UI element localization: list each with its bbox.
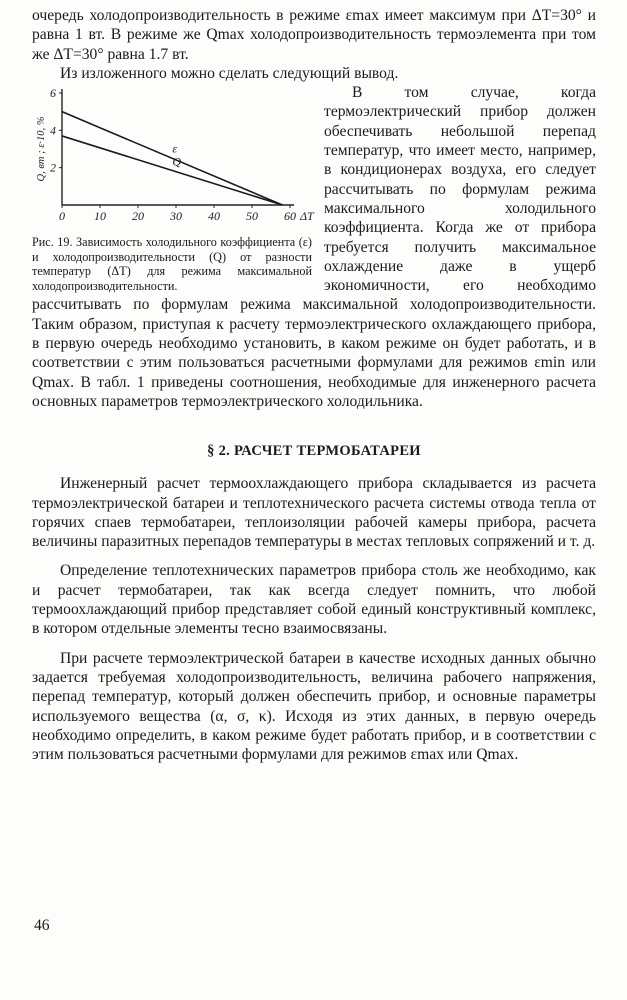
y-tick-label: 4 [50,123,56,138]
x-axis-label: ΔT [300,209,314,224]
figure-caption: Рис. 19. Зависимость холодильного коэффициента (ε) и холодопроизводительности (Q) от разности температур (ΔT) для режима максимальной холодопроизводительности. [32,235,312,293]
intro-paragraph-1: очередь холодопроизводительность в режиме εmax имеет максимум при ΔT=30° и равна 1 вт. В режиме же Qmax холодопроизводительность термоэлемента при том же ΔT=30° равна 1.7 вт. [32,7,596,63]
x-tick-label: 50 [246,209,258,224]
x-tick-label: 60 [284,209,296,224]
x-tick-label: 0 [59,209,65,224]
section-paragraph-3: При расчете термоэлектрической батареи в качестве исходных данных обычно задается требуемая холодопроизводительность, величина рабочего напряжения, перепад температур, который должен обеспечить прибор, и основные параметры используемого вещества (α, σ, κ). Исходя из этих данных, в первую очередь необходимо определить, в каком режиме будет работать прибор, и в соответствии с этим пользоваться расчетными формулами для режимов εmax или Qmax. [32,649,596,764]
x-tick-label: 20 [132,209,144,224]
y-tick-label: 6 [50,86,56,101]
section-heading: § 2. РАСЧЕТ ТЕРМОБАТАРЕИ [207,443,421,460]
page-number: 46 [34,917,50,934]
series-label: ε [172,141,178,156]
x-tick-label: 40 [208,209,220,224]
page-body [32,6,596,764]
chart-svg [32,85,312,231]
x-tick-label: 10 [94,209,106,224]
section-paragraph-2: Определение теплотехнических параметров прибора столь же необходимо, как и расчет термобатареи, так как всегда следует помнить, что любой термоохлаждающий прибор представляет собой единый конструктивный комплекс, в котором отдельные элементы тесно взаимосвязаны. [32,562,596,638]
paragraph-regime-choice: В том случае, когда термоэлектрический прибор должен обеспечивать небольшой перепад температур, что имеет место, например, в кондиционерах воздуха, его следует рассчитывать по формулам режима максимального холодильного коэффициента. Когда же от прибора требуется получить максимальное охлаждение даже в ущерб экономичности, его необходимо рассчитывать по формулам режима максимальной холодопроизводительности. Таким образом, приступая к расчету термоэлектрического охлаждающего прибора, в первую очередь необходимо установить, в каком режиме он будет работать, и в соответствии с этим пользоваться расчетными формулами для режимов εmin или Qmax. В табл. 1 приведены соотношения, необходимые для инженерного расчета основных параметров термоэлектрического холодильника. [32,84,596,410]
section-paragraph-1: Инженерный расчет термоохлаждающего прибора складывается из расчета термоэлектрической батареи и теплотехнического расчета системы отвода тепла от горячих спаев термобатареи, теплоизоляции рабочей камеры прибора, расчета величины паразитных перепадов температуры в местах тепловых сопряжений и т. д. [32,475,596,551]
paragraph-with-figure [32,83,596,411]
figure-19 [32,85,312,293]
x-tick-label: 30 [170,209,182,224]
y-axis-label: Q, вт ; ε·10, % [36,116,47,182]
y-tick-label: 2 [50,160,56,175]
chart-series [62,112,282,205]
intro-conclusion: Из изложенного можно сделать следующий вывод. [60,64,399,82]
series-label: Q [172,154,182,169]
